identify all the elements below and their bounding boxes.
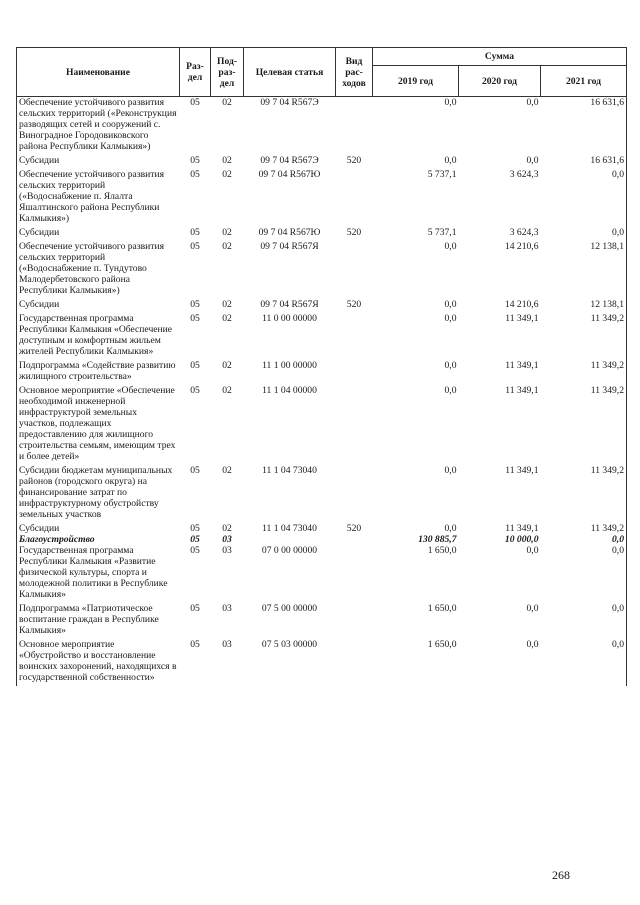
- row-podrazdel: 03: [222, 534, 232, 545]
- row-sum-2019: 0,0: [444, 523, 457, 534]
- row-name: Обеспечение устойчивого развития сельских территорий («Реконструкция разводящих сетей и сооружений с. Виноградное Городовиковского района Республики Калмыкия»): [17, 97, 180, 156]
- header-2019: 2019 год: [373, 66, 459, 97]
- row-name: Обеспечение устойчивого развития сельских территорий («Водоснабжение п. Тундутово Малодербетовского района Республики Калмыкия»): [17, 241, 180, 299]
- row-target-article: 11 1 04 73040: [262, 465, 317, 476]
- row-expense-type: [336, 534, 373, 545]
- row-name: Субсидии: [17, 155, 180, 169]
- row-sum-2020: 11 349,1: [505, 385, 539, 396]
- row-sum-2020: 3 624,3: [509, 169, 539, 180]
- header-razdel: Раз-дел: [180, 48, 211, 97]
- row-podrazdel: 02: [222, 523, 232, 534]
- row-podrazdel: 03: [222, 603, 232, 614]
- row-podrazdel: 02: [222, 385, 232, 396]
- row-expense-type: 520: [346, 523, 362, 534]
- row-target-article: 07 5 00 00000: [261, 603, 318, 614]
- row-sum-2020: 0,0: [526, 545, 539, 556]
- row-podrazdel: 02: [222, 313, 232, 324]
- row-sum-2020: 10 000,0: [504, 534, 539, 545]
- row-sum-2019: 130 885,7: [418, 534, 457, 545]
- row-target-article: 09 7 04 R567Э: [260, 97, 319, 108]
- row-razdel: 05: [190, 299, 200, 310]
- row-podrazdel: 02: [222, 241, 232, 252]
- row-sum-2020: 14 210,6: [504, 241, 539, 252]
- row-razdel: 05: [190, 227, 200, 238]
- row-name: Субсидии бюджетам муниципальных районов (городского округа) на финансирование затрат по инфраструктурному обустройству земельных участков: [17, 465, 180, 523]
- row-name: Благоустройство: [17, 534, 180, 545]
- row-sum-2020: 0,0: [526, 603, 539, 614]
- header-sum: Сумма: [373, 48, 627, 66]
- row-sum-2021: 0,0: [541, 545, 627, 603]
- row-target-article: 11 0 00 00000: [262, 313, 317, 324]
- row-sum-2021: 11 349,2: [541, 465, 627, 523]
- row-sum-2021: 12 138,1: [541, 299, 627, 313]
- row-sum-2019: 1 650,0: [427, 603, 457, 614]
- table-body: [17, 97, 627, 687]
- row-razdel: 05: [190, 523, 200, 534]
- row-podrazdel: 03: [222, 545, 232, 556]
- row-razdel: 05: [190, 545, 200, 556]
- row-podrazdel: 02: [222, 97, 232, 108]
- row-sum-2020: 11 349,1: [505, 313, 539, 324]
- row-expense-type: [336, 385, 373, 465]
- row-name: Государственная программа Республики Калмыкия «Развитие физической культуры, спорта и молодежной политики в Республике Калмыкия»: [17, 545, 180, 603]
- row-expense-type: [336, 639, 373, 686]
- row-sum-2021: 12 138,1: [541, 241, 627, 299]
- row-sum-2020: 0,0: [526, 97, 539, 108]
- row-sum-2021: 0,0: [541, 227, 627, 241]
- row-expense-type: [336, 97, 373, 156]
- row-sum-2019: 0,0: [444, 155, 457, 166]
- row-sum-2021: 0,0: [541, 639, 627, 686]
- row-sum-2021: 11 349,2: [541, 360, 627, 385]
- page-number: 268: [552, 868, 570, 882]
- row-sum-2021: 0,0: [541, 603, 627, 639]
- row-razdel: 05: [190, 169, 200, 180]
- row-target-article: 11 1 00 00000: [262, 360, 317, 371]
- row-podrazdel: 02: [222, 227, 232, 238]
- table-row: [17, 534, 627, 545]
- row-razdel: 05: [190, 603, 200, 614]
- row-name: Основное мероприятие «Обустройство и восстановление воинских захоронений, находящихся в государственной собственности»: [17, 639, 180, 686]
- row-expense-type: [336, 169, 373, 227]
- row-target-article: 07 5 03 00000: [261, 639, 318, 650]
- row-expense-type: 520: [346, 227, 362, 238]
- row-sum-2019: 0,0: [444, 97, 457, 108]
- row-sum-2019: 0,0: [444, 360, 457, 371]
- header-target-article: Целевая статья: [244, 48, 336, 97]
- row-sum-2020: 11 349,1: [505, 465, 539, 476]
- row-razdel: 05: [190, 465, 200, 476]
- row-expense-type: [336, 360, 373, 385]
- row-sum-2020: 14 210,6: [504, 299, 539, 310]
- header-2020: 2020 год: [459, 66, 541, 97]
- row-sum-2020: 0,0: [526, 639, 539, 650]
- row-sum-2019: 0,0: [444, 465, 457, 476]
- row-name: Субсидии: [17, 227, 180, 241]
- row-razdel: 05: [190, 385, 200, 396]
- row-razdel: 05: [190, 97, 200, 108]
- table-row: [17, 603, 627, 639]
- row-razdel: 05: [190, 360, 200, 371]
- row-razdel: 05: [190, 639, 200, 650]
- table-row: [17, 385, 627, 465]
- row-podrazdel: 02: [222, 155, 232, 166]
- header-podrazdel: Под-раз-дел: [211, 48, 244, 97]
- row-sum-2019: 0,0: [444, 241, 457, 252]
- table-row: [17, 465, 627, 523]
- table-row: [17, 227, 627, 241]
- row-razdel: 05: [190, 241, 200, 252]
- header-expense-type: Вид рас-ходов: [336, 48, 373, 97]
- header-name: Наименование: [17, 48, 180, 97]
- row-target-article: [244, 534, 336, 545]
- row-sum-2019: 1 650,0: [427, 545, 457, 556]
- row-sum-2019: 5 737,1: [427, 169, 457, 180]
- row-sum-2021: 11 349,2: [541, 523, 627, 534]
- row-sum-2019: 0,0: [444, 313, 457, 324]
- row-target-article: 11 1 04 73040: [262, 523, 317, 534]
- table-row: [17, 169, 627, 227]
- table-row: [17, 241, 627, 299]
- row-target-article: 09 7 04 R567Я: [260, 299, 319, 310]
- row-target-article: 09 7 04 R567Ю: [258, 169, 321, 180]
- row-target-article: 09 7 04 R567Я: [260, 241, 319, 252]
- row-name: Подпрограмма «Патриотическое воспитание граждан в Республике Калмыкия»: [17, 603, 180, 639]
- row-sum-2021: 0,0: [541, 534, 627, 545]
- table-row: [17, 545, 627, 603]
- row-expense-type: 520: [346, 155, 362, 166]
- row-sum-2021: 16 631,6: [541, 155, 627, 169]
- row-sum-2019: 5 737,1: [427, 227, 457, 238]
- row-sum-2019: 0,0: [444, 385, 457, 396]
- table-row: [17, 639, 627, 686]
- row-sum-2021: 16 631,6: [541, 97, 627, 156]
- row-expense-type: [336, 603, 373, 639]
- table-row: [17, 313, 627, 360]
- row-name: Основное мероприятие «Обеспечение необходимой инженерной инфраструктурой земельных участков, подлежащих предоставлению для жилищного строительства семьям, имеющим трех и более детей»: [17, 385, 180, 465]
- table-row: [17, 360, 627, 385]
- row-razdel: 05: [190, 313, 200, 324]
- row-expense-type: 520: [346, 299, 362, 310]
- row-expense-type: [336, 313, 373, 360]
- row-target-article: 09 7 04 R567Ю: [258, 227, 321, 238]
- row-podrazdel: 02: [222, 169, 232, 180]
- row-target-article: 09 7 04 R567Э: [260, 155, 319, 166]
- row-sum-2020: 0,0: [526, 155, 539, 166]
- row-sum-2019: 1 650,0: [427, 639, 457, 650]
- row-name: Субсидии: [17, 523, 180, 534]
- table-row: [17, 299, 627, 313]
- row-expense-type: [336, 465, 373, 523]
- row-sum-2020: 11 349,1: [505, 523, 539, 534]
- row-name: Государственная программа Республики Калмыкия «Обеспечение доступным и комфортным жильем жителей Республики Калмыкия»: [17, 313, 180, 360]
- row-name: Обеспечение устойчивого развития сельских территорий («Водоснабжение п. Ялалта Яшалтинского района Республики Калмыкия»): [17, 169, 180, 227]
- row-expense-type: [336, 545, 373, 603]
- row-target-article: 11 1 04 00000: [262, 385, 317, 396]
- row-podrazdel: 03: [222, 639, 232, 650]
- row-sum-2021: 11 349,2: [541, 385, 627, 465]
- table-row: [17, 523, 627, 534]
- row-sum-2020: 3 624,3: [509, 227, 539, 238]
- row-name: Подпрограмма «Содействие развитию жилищного строительства»: [17, 360, 180, 385]
- row-name: Субсидии: [17, 299, 180, 313]
- row-podrazdel: 02: [222, 299, 232, 310]
- row-sum-2021: 11 349,2: [541, 313, 627, 360]
- table-row: [17, 155, 627, 169]
- table-row: [17, 97, 627, 156]
- row-sum-2021: 0,0: [541, 169, 627, 227]
- row-razdel: 05: [190, 155, 200, 166]
- header-2021: 2021 год: [541, 66, 627, 97]
- row-razdel: 05: [190, 534, 200, 545]
- row-target-article: 07 0 00 00000: [261, 545, 318, 556]
- row-sum-2019: 0,0: [444, 299, 457, 310]
- row-podrazdel: 02: [222, 465, 232, 476]
- budget-table: [16, 47, 627, 686]
- table-header: [17, 48, 627, 97]
- row-sum-2020: 11 349,1: [505, 360, 539, 371]
- row-podrazdel: 02: [222, 360, 232, 371]
- row-expense-type: [336, 241, 373, 299]
